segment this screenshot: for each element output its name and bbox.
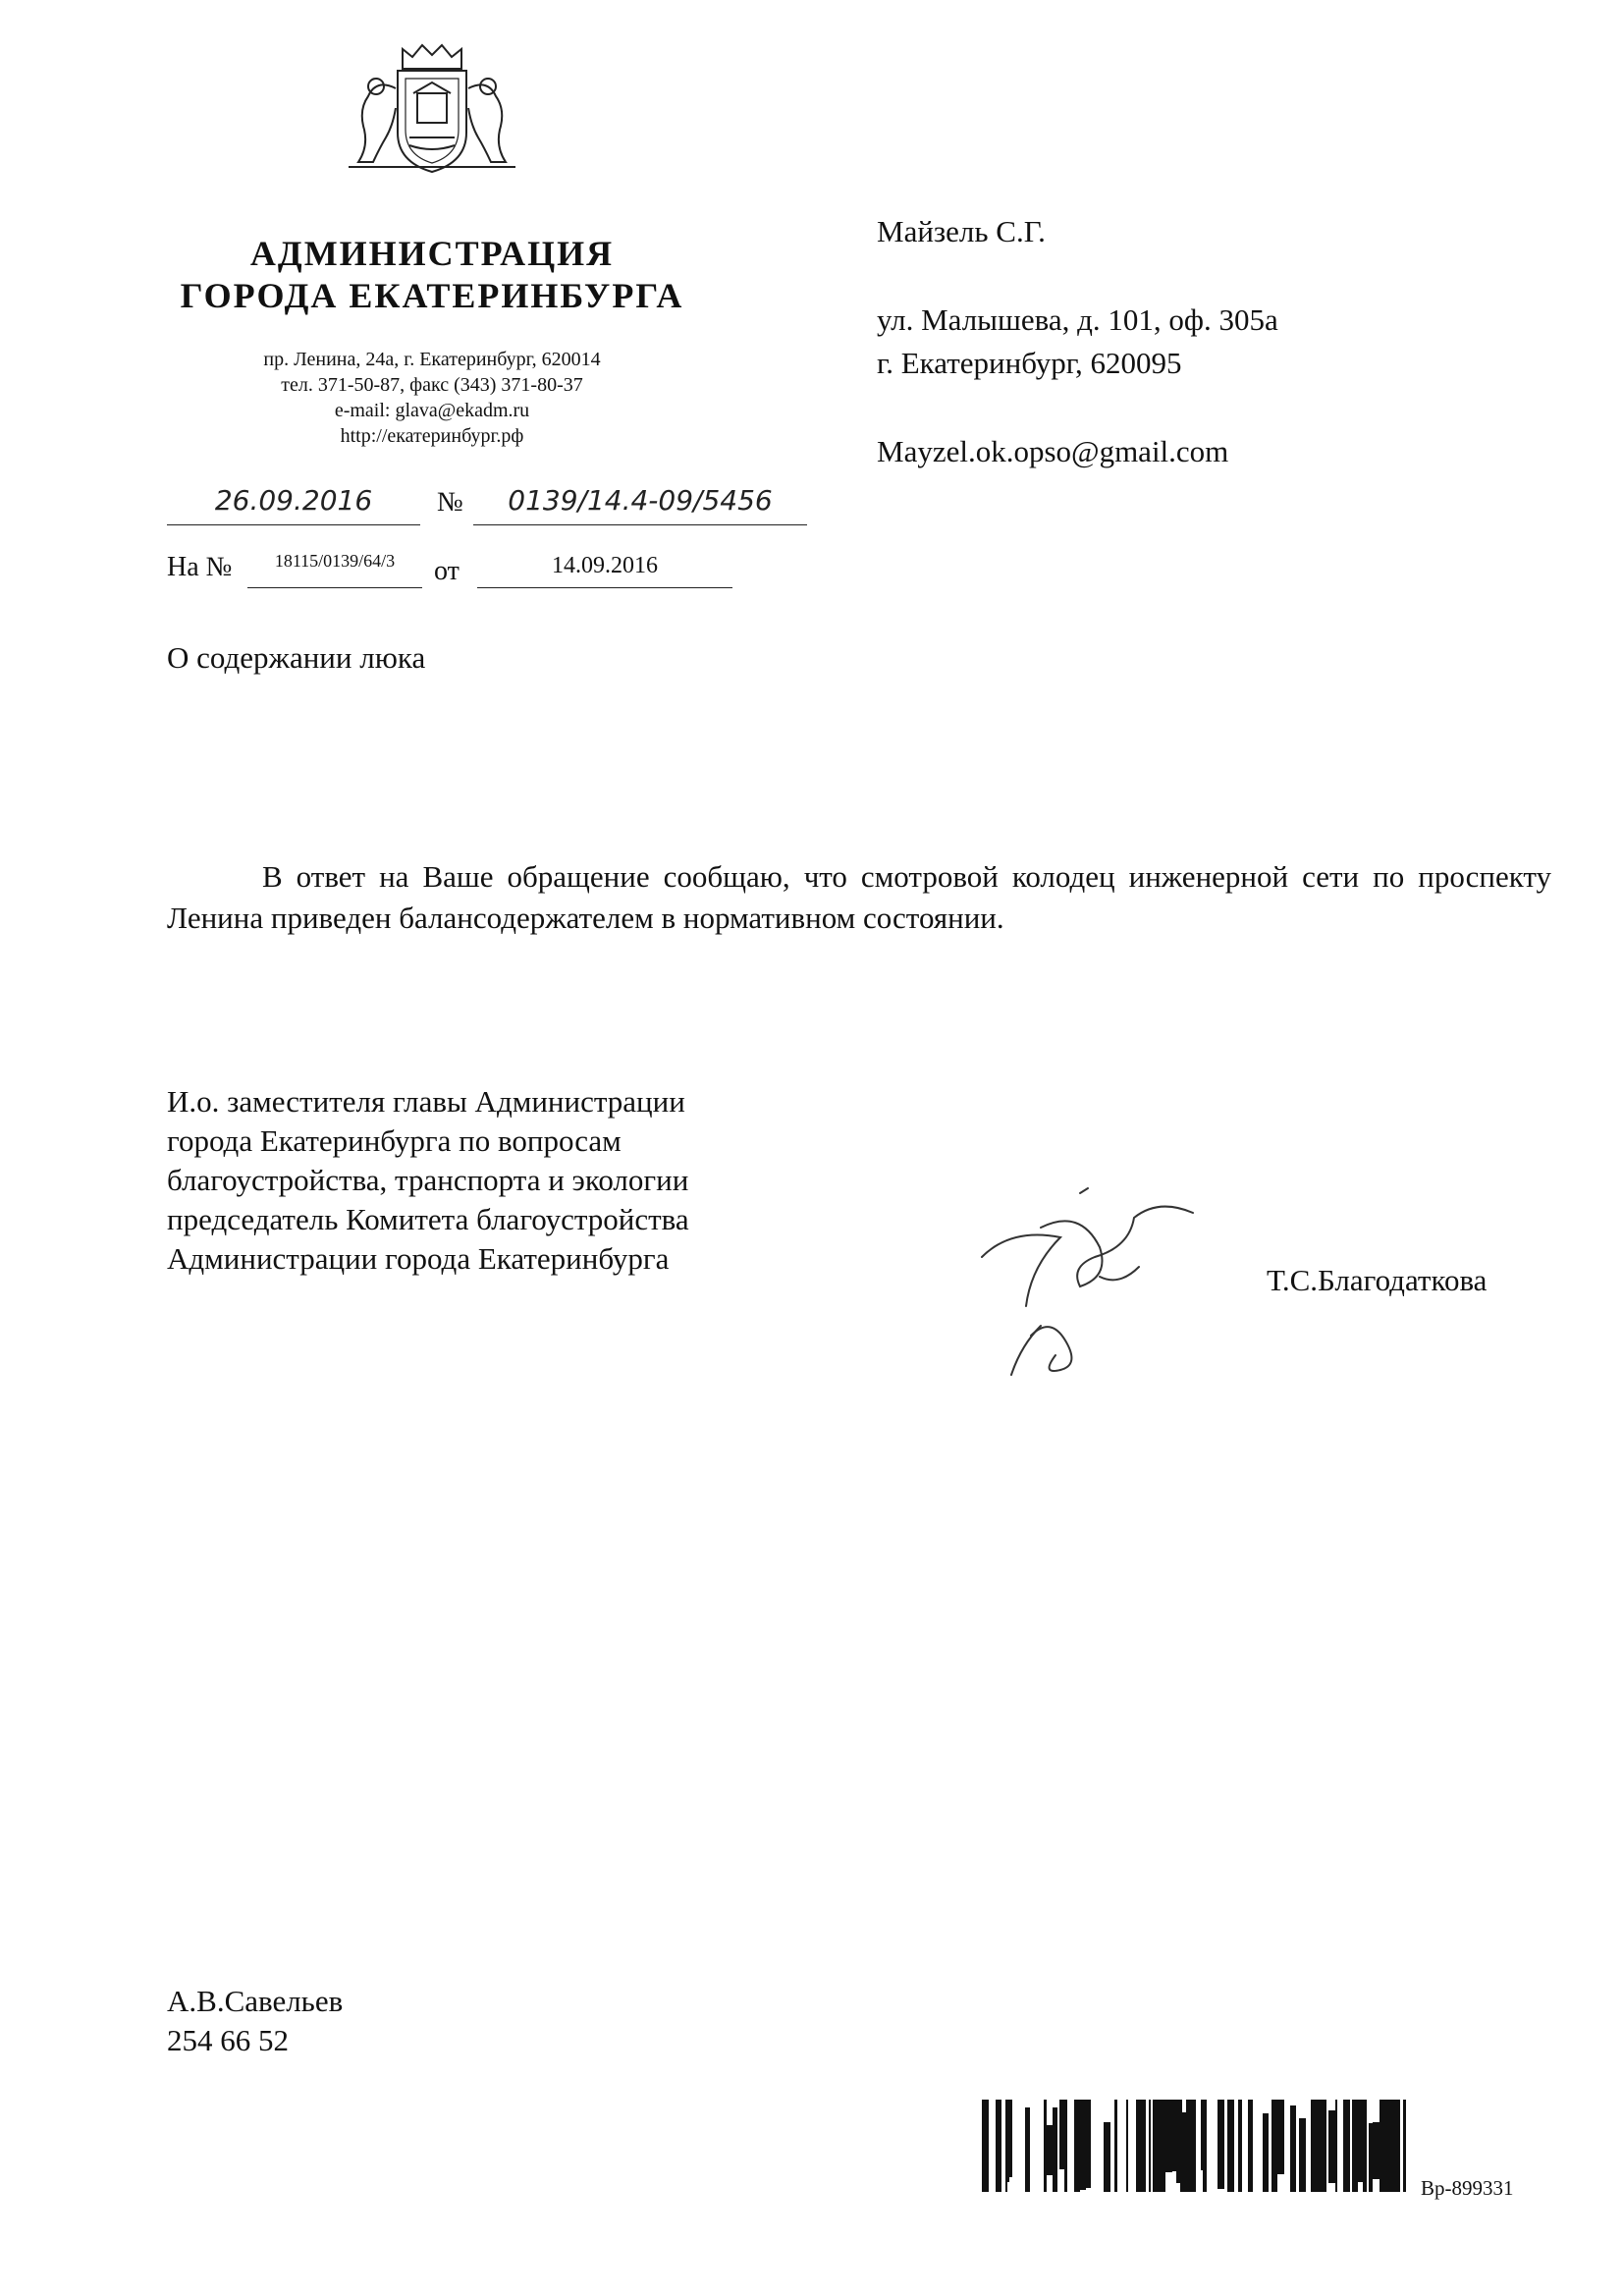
- handwritten-signature: [972, 1169, 1227, 1385]
- letterhead: [147, 39, 717, 449]
- executor-phone: 254 66 52: [167, 2023, 289, 2057]
- reply-number: 18115/0139/64/3: [274, 551, 396, 571]
- position-line: председатель Комитета благоустройства: [167, 1202, 689, 1236]
- reply-date: 14.09.2016: [552, 553, 658, 578]
- signatory-name: Т.С.Благодаткова: [1267, 1263, 1488, 1297]
- outgoing-date-field: [167, 481, 420, 525]
- recipient-email: Mayzel.ok.opso@gmail.com: [877, 434, 1229, 468]
- org-email: e-mail: glava@ekadm.ru: [334, 400, 530, 421]
- organization-name: [147, 233, 717, 317]
- outgoing-registration-line: [157, 481, 825, 530]
- contact-info: [147, 347, 717, 449]
- position-line: города Екатеринбурга по вопросам: [167, 1123, 622, 1158]
- outgoing-number-field: [473, 481, 807, 525]
- barcode-id: Вр-899331: [1421, 2176, 1514, 2200]
- reply-registration-line: [167, 546, 835, 595]
- outgoing-number: 0139/14.4-09/5456: [508, 484, 773, 517]
- outgoing-date: 26.09.2016: [214, 484, 373, 517]
- position-line: Администрации города Екатеринбурга: [167, 1241, 670, 1276]
- coat-of-arms-icon: [319, 39, 545, 177]
- executor-name: А.В.Савельев: [167, 1984, 344, 2018]
- reply-prefix: На №: [167, 552, 233, 582]
- org-phone: тел. 371-50-87, факс (343) 371-80-37: [281, 374, 583, 396]
- reply-date-field: [477, 546, 732, 588]
- position-line: И.о. заместителя главы Администрации: [167, 1084, 685, 1119]
- recipient-street: ул. Малышева, д. 101, оф. 305а: [877, 302, 1278, 337]
- org-address: пр. Ленина, 24а, г. Екатеринбург, 620014: [263, 349, 601, 370]
- executor-info: [167, 1982, 343, 2060]
- org-line-1: АДМИНИСТРАЦИЯ: [249, 234, 615, 273]
- letter-body: В ответ на Ваше обращение сообщаю, что смотровой колодец инженерной сети по проспекту Ленина приведен балансодержателем в нормативном состоянии.: [167, 859, 1551, 935]
- recipient-city: г. Екатеринбург, 620095: [877, 346, 1182, 380]
- letter-subject: О содержании люка: [167, 640, 426, 675]
- number-sign: №: [437, 487, 463, 518]
- org-line-2: ГОРОДА ЕКАТЕРИНБУРГА: [180, 276, 684, 315]
- org-website: http://екатеринбург.рф: [340, 425, 524, 447]
- recipient-name: Майзель С.Г.: [877, 214, 1046, 248]
- reply-from-label: от: [434, 556, 460, 586]
- signatory-position: [167, 1082, 689, 1279]
- position-line: благоустройства, транспорта и экологии: [167, 1163, 689, 1197]
- barcode: [982, 2100, 1414, 2192]
- reply-number-field: [247, 546, 422, 588]
